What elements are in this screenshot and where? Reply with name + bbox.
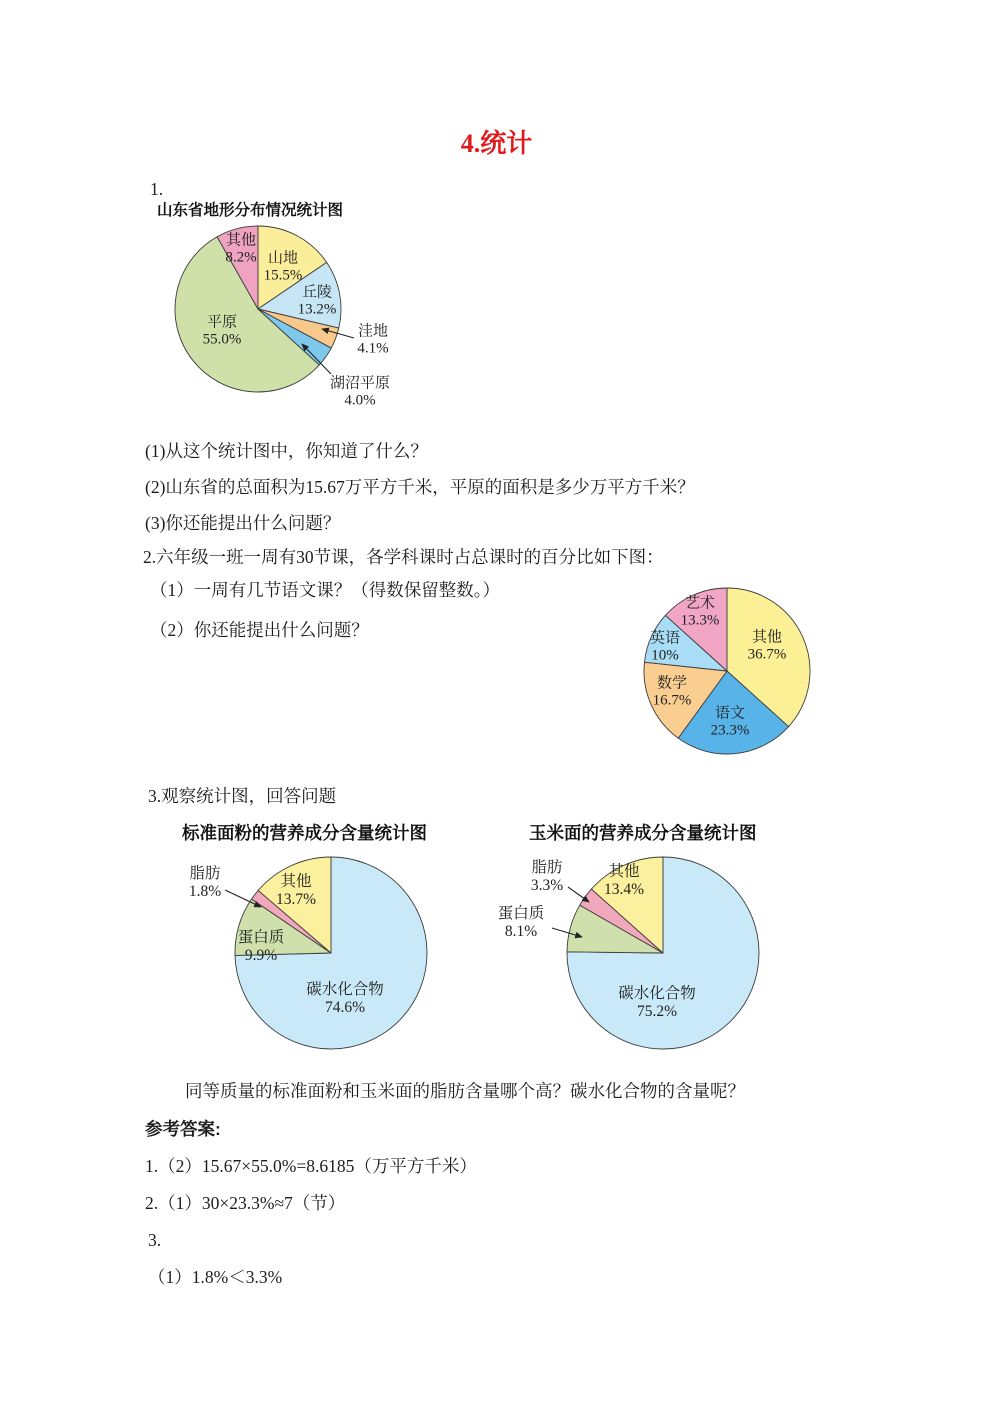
pie-label-山地: 山地 15.5% — [263, 250, 303, 284]
answer-line-4: （1）1.8%＜3.3% — [148, 1267, 283, 1287]
pie-label-碳水化合物: 碳水化合物 74.6% — [306, 981, 384, 1016]
chart-flour-title: 标准面粉的营养成分含量统计图 — [182, 823, 427, 843]
q2-intro: 2.六年级一班一周有30节课，各学科课时占总课时的百分比如下图： — [143, 547, 664, 567]
pie-label-蛋白质: 蛋白质 8.1% — [497, 905, 545, 940]
pie-chart-cornmeal — [470, 855, 830, 1060]
pie-label-其他: 其他 36.7% — [747, 629, 787, 663]
chart-cornmeal-title: 玉米面的营养成分含量统计图 — [529, 823, 757, 843]
pie-label-湖沼平原: 湖沼平原 4.0% — [329, 375, 391, 409]
pie-label-艺术: 艺术 13.3% — [680, 595, 720, 629]
pie-label-蛋白质: 蛋白质 9.9% — [237, 929, 285, 964]
terrain-pie-svg — [150, 222, 460, 422]
q2-line-2: （2）你还能提出什么问题？ — [150, 620, 369, 640]
item-1-number: 1. — [150, 179, 164, 199]
cornmeal-pie-svg — [470, 855, 830, 1060]
pie-label-语文: 语文 23.3% — [710, 705, 750, 739]
pie-label-其他: 其他 13.4% — [603, 863, 645, 898]
q1-line-2: (2)山东省的总面积为15.67万平方千米，平原的面积是多少万平方千米？ — [145, 477, 695, 497]
pie-label-英语: 英语 10% — [649, 630, 681, 664]
answer-line-3: 3. — [148, 1230, 162, 1250]
q3-intro: 3.观察统计图，回答问题 — [148, 786, 337, 806]
pie-chart-lessons — [641, 586, 813, 758]
pie-label-数学: 数学 16.7% — [652, 675, 692, 709]
q2-line-1: （1）一周有几节语文课？（得数保留整数。） — [150, 580, 500, 600]
pie-label-其他: 其他 13.7% — [275, 873, 317, 908]
q1-line-1: (1)从这个统计图中，你知道了什么？ — [145, 441, 428, 461]
label-arrow — [568, 887, 589, 902]
chart-terrain-title: 山东省地形分布情况统计图 — [157, 202, 344, 219]
pie-label-脂肪: 脂肪 3.3% — [530, 859, 564, 894]
answer-line-2: 2.（1）30×23.3%≈7（节） — [145, 1193, 346, 1213]
pie-label-丘陵: 丘陵 13.2% — [297, 284, 337, 318]
pie-chart-terrain — [150, 222, 460, 422]
pie-label-平原: 平原 55.0% — [202, 314, 242, 348]
q1-line-3: (3)你还能提出什么问题？ — [145, 513, 341, 533]
q3-question: 同等质量的标准面粉和玉米面的脂肪含量哪个高？碳水化合物的含量呢？ — [185, 1081, 745, 1101]
pie-label-洼地: 洼地 4.1% — [357, 323, 389, 357]
page-title: 4.统计 — [460, 129, 533, 158]
pie-label-碳水化合物: 碳水化合物 75.2% — [618, 985, 696, 1020]
pie-chart-flour — [165, 855, 510, 1060]
pie-label-脂肪: 脂肪 1.8% — [188, 865, 222, 900]
answers-heading: 参考答案: — [145, 1119, 221, 1139]
pie-label-其他: 其他 8.2% — [225, 232, 257, 266]
answer-line-1: 1.（2）15.67×55.0%=8.6185（万平方千米） — [145, 1156, 477, 1176]
